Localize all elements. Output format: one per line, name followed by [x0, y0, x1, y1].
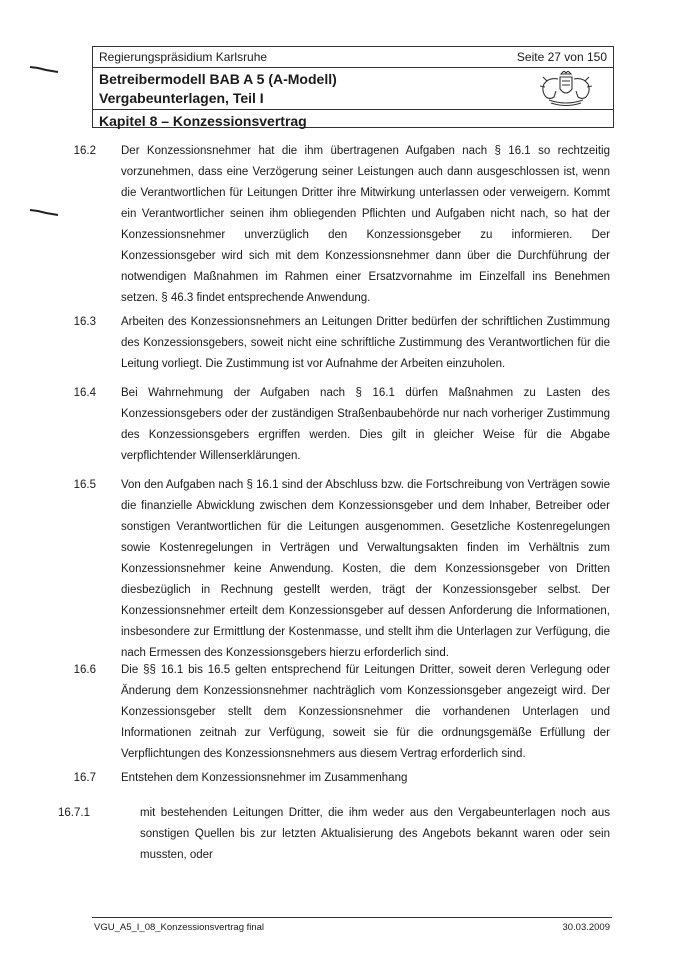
clause-text: mit bestehenden Leitungen Dritter, die ihm weder aus den Vergabeunterlagen noch aus sonstigen Quellen bis zur letzten Aktualisierung des Angebots bekannt waren oder sein mussten, oder — [140, 807, 610, 861]
document-title: Betreibermodell BAB A 5 (A-Modell) — [99, 71, 337, 87]
header-divider — [93, 109, 613, 110]
margin-mark-icon — [28, 64, 60, 74]
margin-mark-icon — [28, 207, 60, 217]
header-titles — [99, 70, 513, 129]
page-header — [92, 46, 614, 128]
clause-number: 16.4 — [73, 387, 96, 399]
clause-text: Arbeiten des Konzessionsnehmers an Leitungen Dritter bedürfen der schriftlichen Zustimmung des Konzessionsgebers, soweit nicht eine schriftliche Zustimmung des Verantwortlichen für die Leitung vorliegt. Die Zustimmung ist vor Aufnahme der Arbeiten einzuholen. — [121, 316, 610, 370]
clause-number: 16.5 — [73, 479, 96, 491]
chapter-title: Kapitel 8 – Konzessionsvertrag — [99, 113, 307, 129]
clause-text: Die §§ 16.1 bis 16.5 gelten entsprechend für Leitungen Dritter, soweit deren Verlegung oder Änderung dem Konzessionsnehmer nachträglich vom Konzessionsgeber angezeigt wird. Der Konzessionsgeber stellt dem Konzessionsnehmer die vorhandenen Unterlagen und Informationen zeitnah zur Verfügung, soweit sie für die ordnungsgemäße Erfüllung der Verpflichtungen des Konzessionsnehmers aus diesem Vertrag erforderlich sind. — [121, 664, 610, 760]
clause-text: Der Konzessionsnehmer hat die ihm übertragenen Aufgaben nach § 16.1 so rechtzeitig vorzunehmen, dass eine Verzögerung seiner Leistungen auch dann ausgeschlossen ist, wenn die Verantwortlichen für Leitungen Dritter ihre Mitwirkung unterlassen oder verweigern. Kommt ein Verantwortlicher seinen ihm obliegenden Pflichten und Aufgaben nicht nach, so hat der Konzessionsnehmer unverzüglich den Konzessionsgeber zu informieren. Der Konzessionsgeber wird sich mit dem Konzessionsnehmer dann über die Durchführung der notwendigen Maßnahmen im Rahmen einer Ersatzvornahme im Einzelfall ins Benehmen setzen. § 46.3 findet entsprechende Anwendung. — [121, 145, 610, 304]
clause-number: 16.6 — [73, 664, 96, 676]
clause-text: Bei Wahrnehmung der Aufgaben nach § 16.1 dürfen Maßnahmen zu Lasten des Konzessionsgebers oder der zuständigen Straßenbaubehörde nur nach vorheriger Zustimmung des Konzessionsgebers ergriffen werden. Dies gilt in gleicher Weise für die Abgabe verpflichtender Willenserklärungen. — [121, 387, 610, 462]
document-subtitle: Vergabeunterlagen, Teil I — [99, 90, 264, 106]
header-top-row — [93, 47, 613, 68]
clause-number: 16.7.1 — [58, 807, 90, 819]
clause-number: 16.3 — [73, 316, 96, 328]
page-footer — [92, 917, 612, 933]
authority-name: Regierungspräsidium Karlsruhe — [99, 50, 268, 64]
page-number: Seite 27 von 150 — [516, 50, 607, 64]
clause-text: Entstehen dem Konzessionsnehmer im Zusammenhang — [121, 772, 408, 784]
clause-number: 16.7 — [73, 772, 96, 784]
footer-filename: VGU_A5_I_08_Konzessionsvertrag final — [94, 922, 265, 933]
clause-number: 16.2 — [73, 145, 96, 157]
clause-text: Von den Aufgaben nach § 16.1 sind der Abschluss bzw. die Fortschreibung von Verträgen sowie die finanzielle Abwicklung zwischen dem Konzessionsgeber und dem Inhaber, Betreiber oder sonstigen Verantwortlichen für die Leitungen ausgenommen. Gesetzliche Kostenregelungen sowie Kostenregelungen in Verträgen und Verwaltungsakten finden im Verhältnis zum Konzessionsnehmer keine Anwendung. Kosten, die dem Konzessionsgeber von Dritten diesbezüglich in Rechnung gestellt werden, trägt der Konzessionsgeber selbst. Der Konzessionsnehmer erteilt dem Konzessionsgeber auf dessen Anforderung die Informationen, insbesondere zur Ermittlung der Kostenmasse, und stellt ihm die Unterlagen zur Verfügung, die nach Ermessen des Konzessionsgebers hierzu erforderlich sind. — [121, 479, 610, 659]
footer-date: 30.03.2009 — [562, 922, 610, 933]
coat-of-arms-icon — [531, 71, 601, 109]
